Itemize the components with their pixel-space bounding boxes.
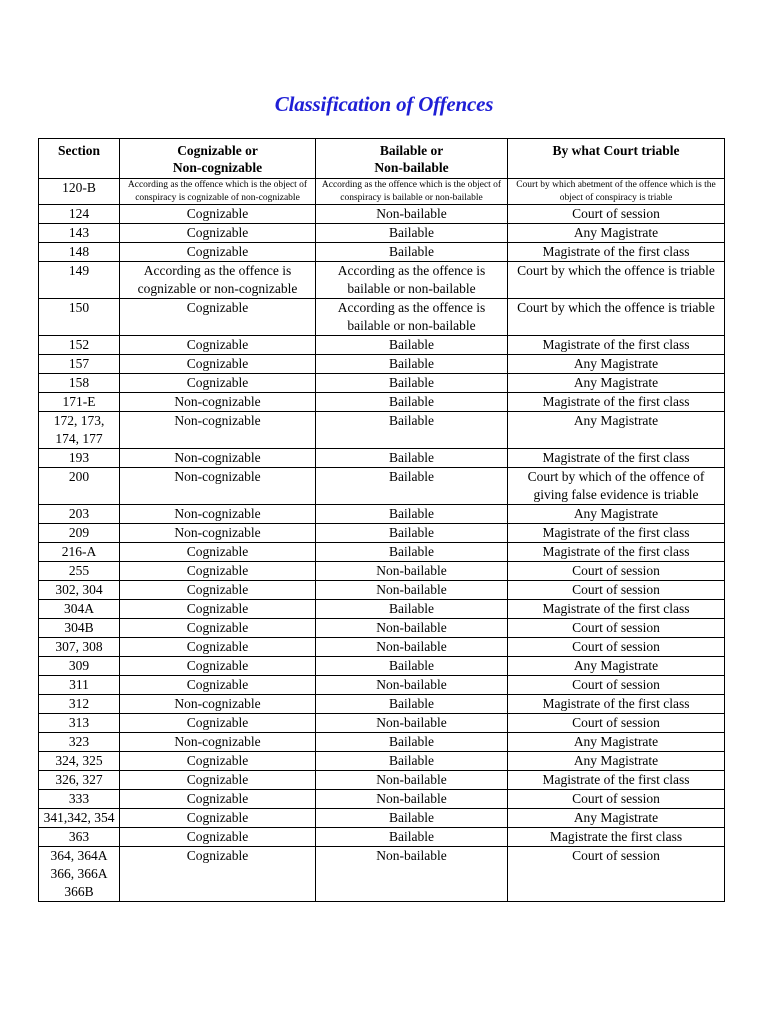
- cell-cognizable: Cognizable: [120, 243, 316, 262]
- table-row: [39, 581, 725, 600]
- cell-bailable: Non-bailable: [316, 581, 508, 600]
- cell-court: Magistrate of the first class: [508, 695, 725, 714]
- cell-bailable: Non-bailable: [316, 562, 508, 581]
- cell-bailable: Non-bailable: [316, 205, 508, 224]
- cell-section: 307, 308: [39, 638, 120, 657]
- cell-section: 124: [39, 205, 120, 224]
- cell-court: Court of session: [508, 619, 725, 638]
- cell-bailable: According as the offence which is the object of conspiracy is bailable or non-bailable: [316, 179, 508, 205]
- cell-section: 152: [39, 336, 120, 355]
- cell-cognizable: Non-cognizable: [120, 468, 316, 505]
- cell-court: Any Magistrate: [508, 224, 725, 243]
- cell-bailable: Bailable: [316, 224, 508, 243]
- cell-cognizable: Cognizable: [120, 676, 316, 695]
- table-row: [39, 752, 725, 771]
- table-row: [39, 524, 725, 543]
- cell-cognizable: Cognizable: [120, 562, 316, 581]
- cell-bailable: Bailable: [316, 543, 508, 562]
- cell-cognizable: Non-cognizable: [120, 449, 316, 468]
- cell-section: 149: [39, 262, 120, 299]
- table-row: [39, 676, 725, 695]
- cell-cognizable: Cognizable: [120, 790, 316, 809]
- table-row: [39, 336, 725, 355]
- cell-court: Magistrate of the first class: [508, 524, 725, 543]
- cell-cognizable: Non-cognizable: [120, 393, 316, 412]
- table-row: [39, 468, 725, 505]
- cell-court: Court of session: [508, 638, 725, 657]
- cell-bailable: Bailable: [316, 809, 508, 828]
- cell-section: 216-A: [39, 543, 120, 562]
- table-row: [39, 562, 725, 581]
- cell-court: Any Magistrate: [508, 374, 725, 393]
- cell-bailable: Non-bailable: [316, 676, 508, 695]
- cell-cognizable: Cognizable: [120, 336, 316, 355]
- table-row: [39, 205, 725, 224]
- cell-court: Any Magistrate: [508, 412, 725, 449]
- cell-section: 255: [39, 562, 120, 581]
- cell-court: Court of session: [508, 205, 725, 224]
- table-row: [39, 809, 725, 828]
- cell-court: Court of session: [508, 581, 725, 600]
- cell-bailable: Bailable: [316, 243, 508, 262]
- cell-section: 302, 304: [39, 581, 120, 600]
- cell-cognizable: Cognizable: [120, 714, 316, 733]
- cell-bailable: Bailable: [316, 505, 508, 524]
- table-row: [39, 638, 725, 657]
- cell-bailable: Bailable: [316, 828, 508, 847]
- cell-bailable: Non-bailable: [316, 619, 508, 638]
- cell-section: 150: [39, 299, 120, 336]
- cell-cognizable: Cognizable: [120, 600, 316, 619]
- table-row: [39, 243, 725, 262]
- table-row: [39, 714, 725, 733]
- cell-court: Any Magistrate: [508, 355, 725, 374]
- cell-bailable: Non-bailable: [316, 714, 508, 733]
- cell-court: Magistrate of the first class: [508, 449, 725, 468]
- cell-bailable: Bailable: [316, 393, 508, 412]
- cell-section: 209: [39, 524, 120, 543]
- header-court: By what Court triable: [508, 139, 725, 179]
- table-row: [39, 374, 725, 393]
- cell-cognizable: Non-cognizable: [120, 733, 316, 752]
- table-header-row: [39, 139, 725, 179]
- cell-cognizable: Cognizable: [120, 638, 316, 657]
- cell-bailable: Bailable: [316, 752, 508, 771]
- table-row: [39, 505, 725, 524]
- header-section: Section: [39, 139, 120, 179]
- cell-section: 313: [39, 714, 120, 733]
- table-row: [39, 619, 725, 638]
- cell-section: 193: [39, 449, 120, 468]
- cell-cognizable: Cognizable: [120, 809, 316, 828]
- cell-cognizable: Cognizable: [120, 657, 316, 676]
- cell-section: 312: [39, 695, 120, 714]
- cell-court: Magistrate of the first class: [508, 600, 725, 619]
- cell-bailable: Bailable: [316, 355, 508, 374]
- table-row: [39, 449, 725, 468]
- cell-cognizable: Cognizable: [120, 847, 316, 902]
- cell-section: 326, 327: [39, 771, 120, 790]
- cell-bailable: Bailable: [316, 695, 508, 714]
- cell-cognizable: Non-cognizable: [120, 524, 316, 543]
- cell-bailable: Bailable: [316, 524, 508, 543]
- cell-court: Any Magistrate: [508, 752, 725, 771]
- cell-court: Court of session: [508, 790, 725, 809]
- cell-cognizable: According as the offence which is the object of conspiracy is cognizable of non-cognizable: [120, 179, 316, 205]
- cell-cognizable: Cognizable: [120, 771, 316, 790]
- cell-section: 341,342, 354: [39, 809, 120, 828]
- cell-bailable: Non-bailable: [316, 638, 508, 657]
- table-row: [39, 828, 725, 847]
- cell-cognizable: Cognizable: [120, 581, 316, 600]
- cell-court: Any Magistrate: [508, 809, 725, 828]
- table-row: [39, 224, 725, 243]
- cell-court: Any Magistrate: [508, 733, 725, 752]
- cell-section: 323: [39, 733, 120, 752]
- cell-section: 311: [39, 676, 120, 695]
- cell-section: 148: [39, 243, 120, 262]
- cell-section: 203: [39, 505, 120, 524]
- cell-cognizable: Non-cognizable: [120, 505, 316, 524]
- cell-section: 172, 173, 174, 177: [39, 412, 120, 449]
- table-row: [39, 771, 725, 790]
- cell-bailable: Bailable: [316, 600, 508, 619]
- table-row: [39, 393, 725, 412]
- cell-bailable: Bailable: [316, 657, 508, 676]
- cell-cognizable: Cognizable: [120, 299, 316, 336]
- cell-section: 157: [39, 355, 120, 374]
- table-row: [39, 299, 725, 336]
- table-row: [39, 600, 725, 619]
- cell-section: 363: [39, 828, 120, 847]
- cell-court: Court by which abetment of the offence which is the object of conspiracy is triable: [508, 179, 725, 205]
- header-bailable: Bailable or Non-bailable: [316, 139, 508, 179]
- cell-court: Any Magistrate: [508, 657, 725, 676]
- cell-bailable: Non-bailable: [316, 790, 508, 809]
- cell-court: Magistrate the first class: [508, 828, 725, 847]
- cell-cognizable: Cognizable: [120, 619, 316, 638]
- cell-section: 143: [39, 224, 120, 243]
- table-row: [39, 733, 725, 752]
- cell-cognizable: Cognizable: [120, 752, 316, 771]
- cell-court: Court of session: [508, 676, 725, 695]
- table-row: [39, 657, 725, 676]
- table-row: [39, 790, 725, 809]
- table-row: [39, 179, 725, 205]
- cell-court: Magistrate of the first class: [508, 243, 725, 262]
- cell-bailable: Bailable: [316, 733, 508, 752]
- cell-bailable: Bailable: [316, 449, 508, 468]
- cell-bailable: Bailable: [316, 374, 508, 393]
- cell-section: 364, 364A 366, 366A 366B: [39, 847, 120, 902]
- cell-bailable: Non-bailable: [316, 771, 508, 790]
- table-row: [39, 262, 725, 299]
- table-row: [39, 695, 725, 714]
- table-row: [39, 543, 725, 562]
- cell-section: 324, 325: [39, 752, 120, 771]
- cell-cognizable: Non-cognizable: [120, 695, 316, 714]
- cell-cognizable: According as the offence is cognizable or non-cognizable: [120, 262, 316, 299]
- cell-bailable: Bailable: [316, 412, 508, 449]
- cell-court: Magistrate of the first class: [508, 771, 725, 790]
- cell-section: 304B: [39, 619, 120, 638]
- cell-court: Magistrate of the first class: [508, 543, 725, 562]
- offences-table: [38, 138, 725, 902]
- cell-cognizable: Cognizable: [120, 355, 316, 374]
- cell-court: Any Magistrate: [508, 505, 725, 524]
- cell-bailable: Non-bailable: [316, 847, 508, 902]
- cell-cognizable: Non-cognizable: [120, 412, 316, 449]
- table-row: [39, 355, 725, 374]
- cell-cognizable: Cognizable: [120, 205, 316, 224]
- header-cognizable: Cognizable or Non-cognizable: [120, 139, 316, 179]
- cell-court: Court of session: [508, 562, 725, 581]
- cell-bailable: According as the offence is bailable or non-bailable: [316, 262, 508, 299]
- table-row: [39, 847, 725, 902]
- cell-section: 200: [39, 468, 120, 505]
- cell-section: 309: [39, 657, 120, 676]
- cell-cognizable: Cognizable: [120, 224, 316, 243]
- cell-section: 304A: [39, 600, 120, 619]
- table-row: [39, 412, 725, 449]
- cell-court: Court by which the offence is triable: [508, 299, 725, 336]
- cell-section: 158: [39, 374, 120, 393]
- cell-cognizable: Cognizable: [120, 374, 316, 393]
- cell-section: 171-E: [39, 393, 120, 412]
- cell-bailable: Bailable: [316, 336, 508, 355]
- cell-bailable: Bailable: [316, 468, 508, 505]
- cell-cognizable: Cognizable: [120, 828, 316, 847]
- cell-section: 120-B: [39, 179, 120, 205]
- cell-bailable: According as the offence is bailable or non-bailable: [316, 299, 508, 336]
- cell-cognizable: Cognizable: [120, 543, 316, 562]
- cell-court: Court of session: [508, 847, 725, 902]
- cell-court: Magistrate of the first class: [508, 393, 725, 412]
- cell-section: 333: [39, 790, 120, 809]
- cell-court: Magistrate of the first class: [508, 336, 725, 355]
- cell-court: Court by which of the offence of giving false evidence is triable: [508, 468, 725, 505]
- cell-court: Court by which the offence is triable: [508, 262, 725, 299]
- cell-court: Court of session: [508, 714, 725, 733]
- page-title: Classification of Offences: [274, 92, 494, 116]
